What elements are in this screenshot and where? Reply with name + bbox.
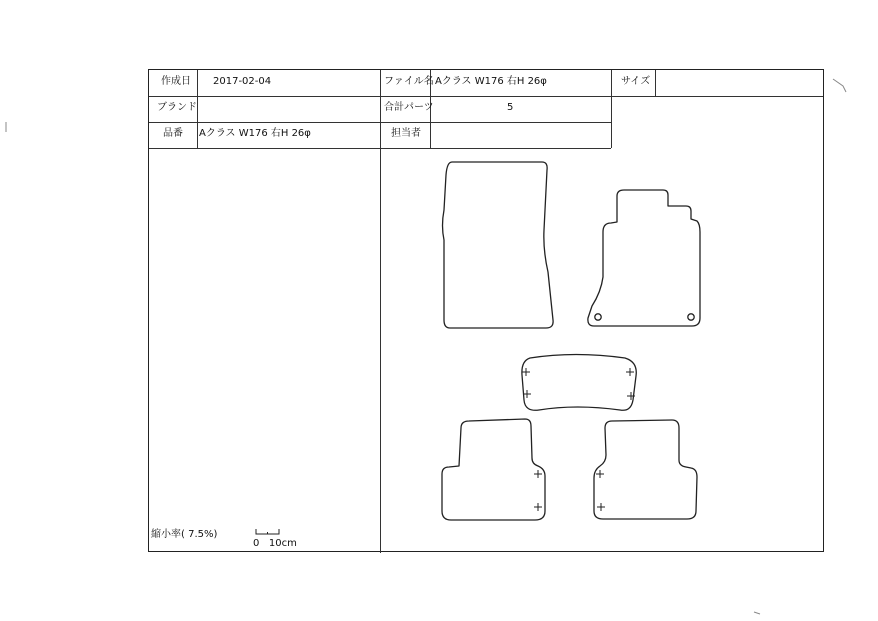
cross-mark-icon bbox=[534, 470, 542, 478]
hole-icon bbox=[688, 314, 694, 320]
driver-mat bbox=[443, 162, 554, 328]
cross-mark-icon bbox=[596, 470, 604, 478]
cross-mark-icon bbox=[522, 368, 530, 376]
scale-ticks: 0 10cm bbox=[253, 538, 297, 549]
date-value: 2017-02-04 bbox=[213, 76, 272, 87]
cross-mark-icon bbox=[534, 503, 542, 511]
size-label: サイズ bbox=[621, 76, 651, 87]
product-label: 品番 bbox=[163, 128, 183, 139]
hole-icon bbox=[595, 314, 601, 320]
staff-label: 担当者 bbox=[391, 128, 421, 139]
brand-label: ブランド bbox=[157, 102, 197, 113]
product-value: Aクラス W176 右H 26φ bbox=[199, 128, 311, 139]
scale-label: 縮小率( 7.5%) bbox=[151, 529, 218, 540]
center-mat bbox=[522, 355, 636, 411]
rear-left-mat bbox=[442, 419, 545, 520]
total-parts-label: 合計パーツ bbox=[384, 102, 434, 113]
cross-mark-icon bbox=[597, 503, 605, 511]
file-name-label: ファイル名 bbox=[384, 76, 434, 87]
rear-right-mat bbox=[594, 420, 697, 519]
file-name-value: Aクラス W176 右H 26φ bbox=[435, 76, 547, 87]
total-parts-value: 5 bbox=[507, 102, 514, 113]
passenger-mat bbox=[588, 190, 700, 326]
cross-mark-icon bbox=[626, 368, 634, 376]
date-label: 作成日 bbox=[161, 76, 191, 87]
